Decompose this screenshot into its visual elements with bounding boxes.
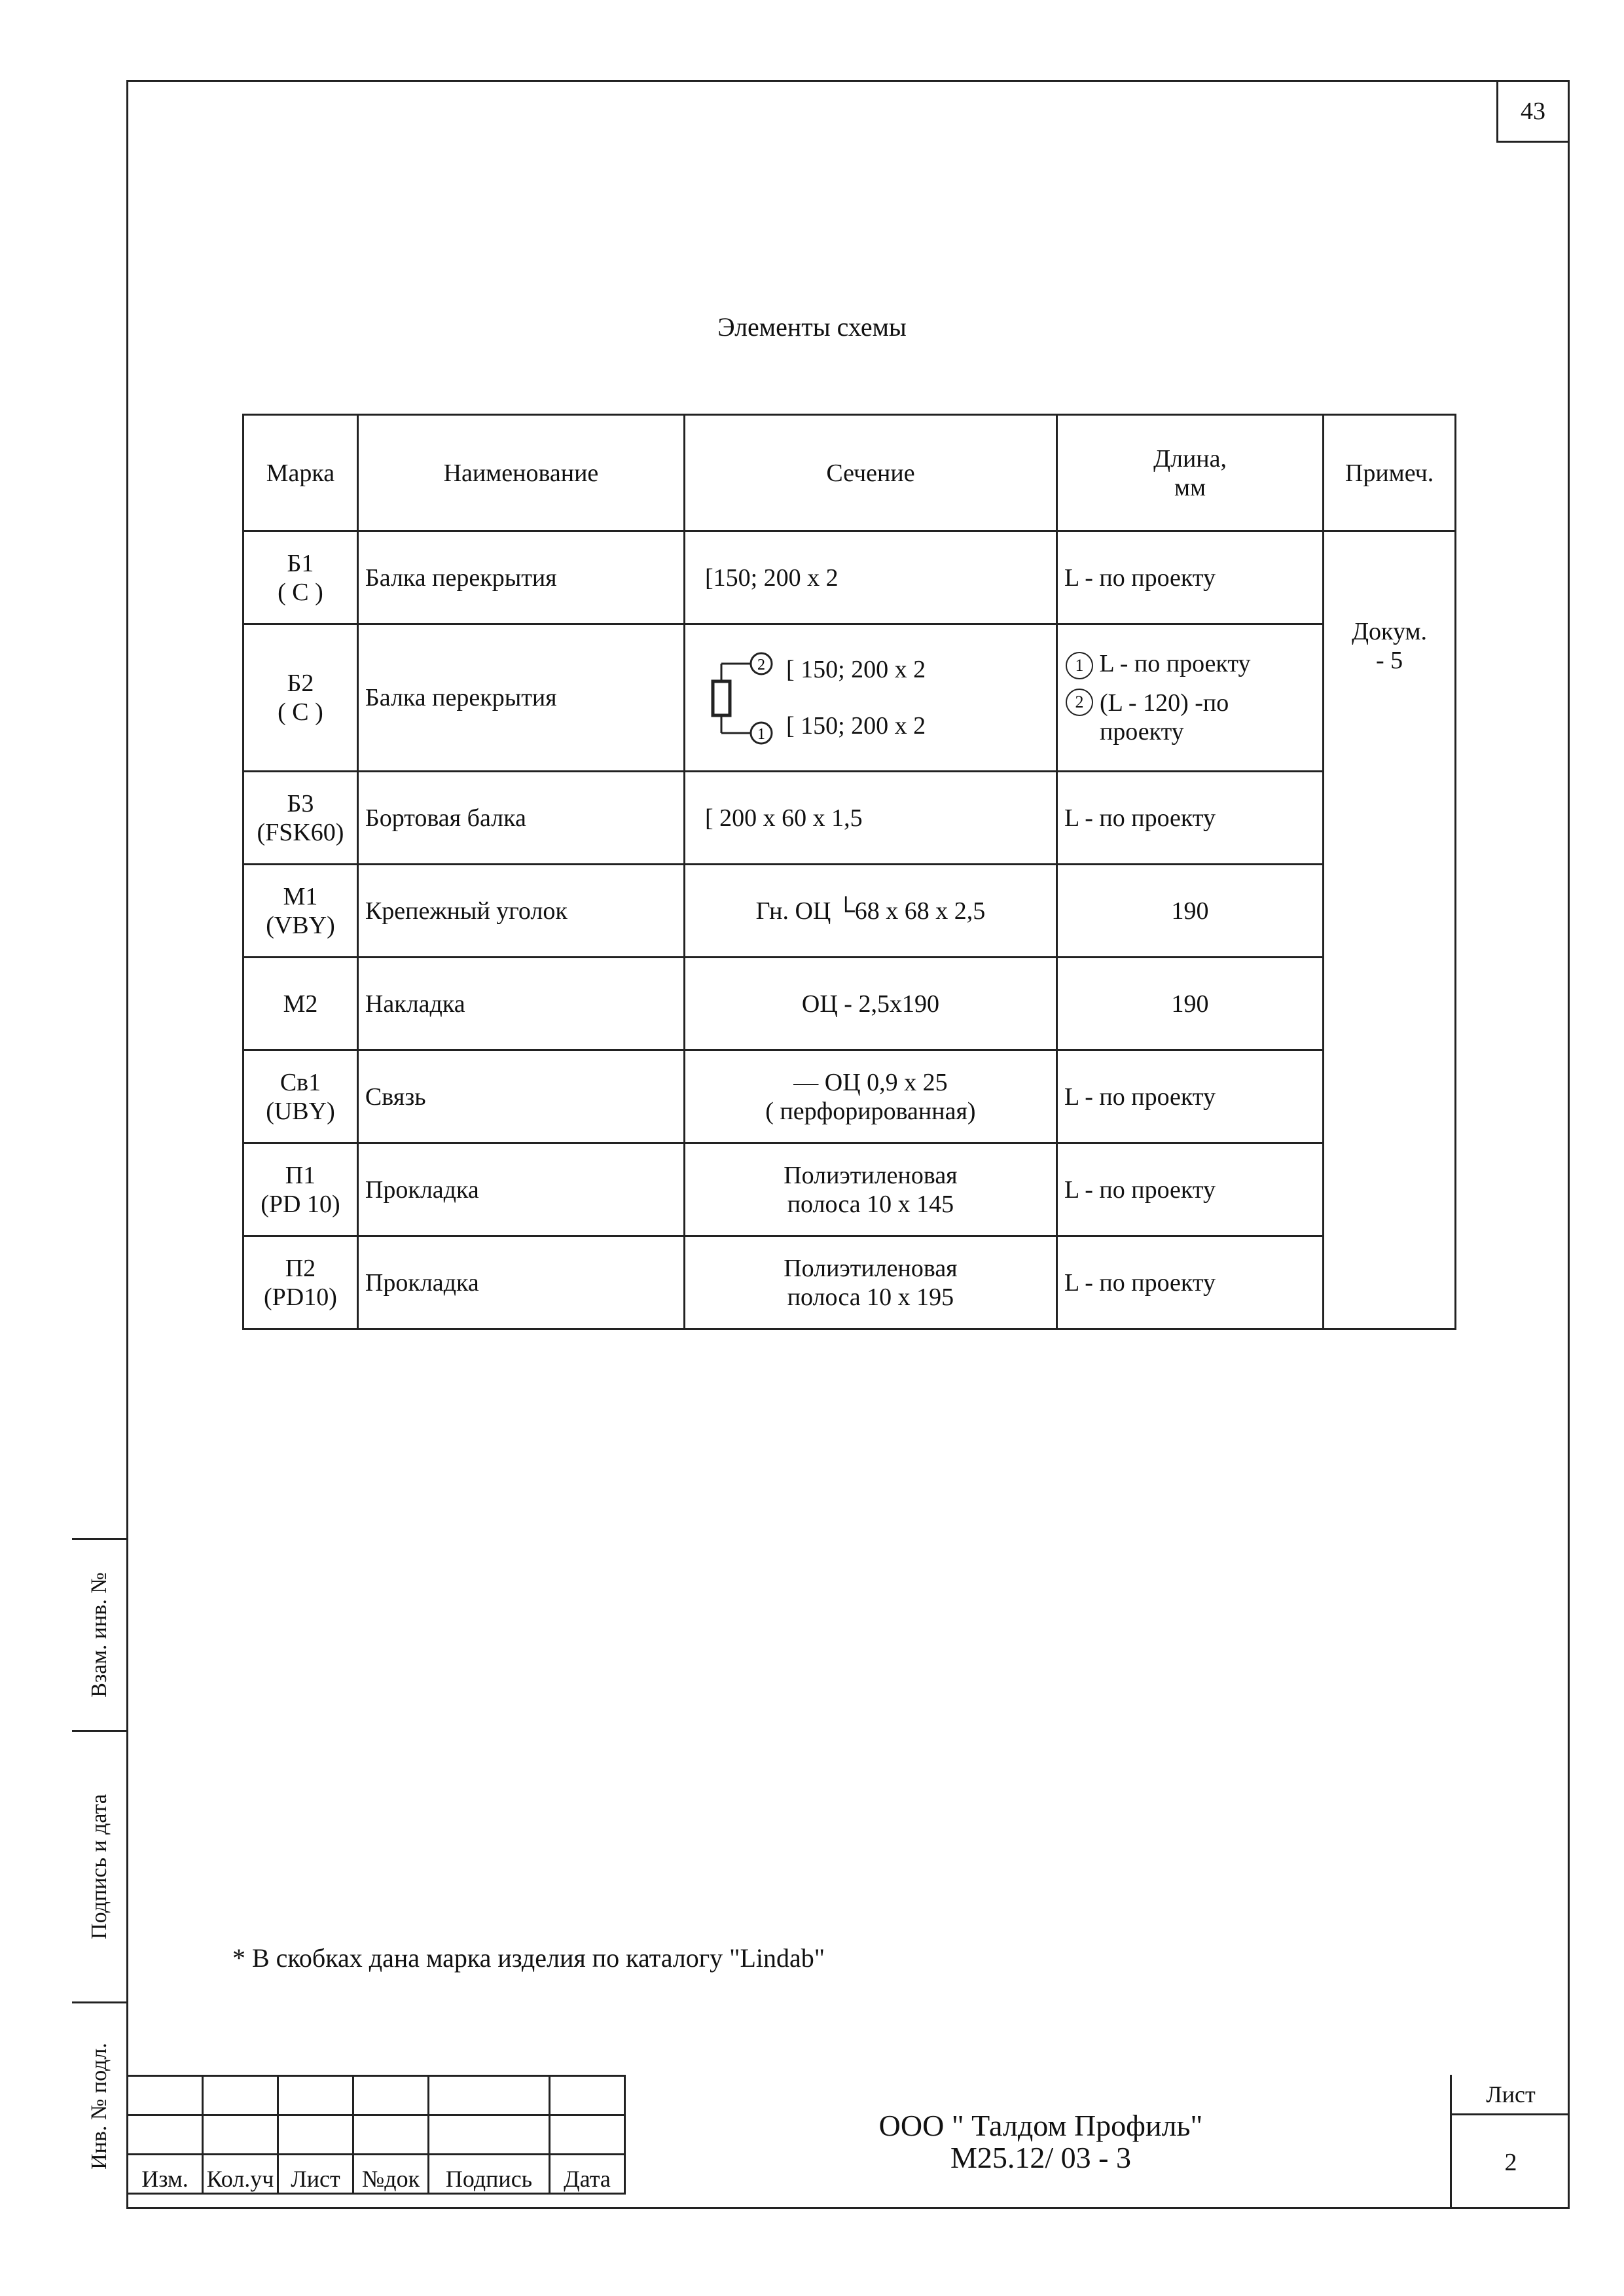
- cell-mark: М1 (VBY): [244, 865, 358, 958]
- cell-name: Прокладка: [357, 1236, 684, 1329]
- cell-mark: П2 (PD10): [244, 1236, 358, 1329]
- cell-name: Накладка: [357, 958, 684, 1050]
- cell-name: Крепежный уголок: [357, 865, 684, 958]
- side-stamp: [72, 1538, 126, 2209]
- title-block-company: [632, 2075, 1450, 2209]
- cell-name: Балка перекрытия: [357, 531, 684, 624]
- sidebar-vzam: [72, 1538, 126, 1730]
- cell-mark: Б2 ( С ): [244, 624, 358, 772]
- tb-label-list: Лист: [278, 2155, 353, 2194]
- tb-label-izm: Изм.: [128, 2155, 203, 2194]
- page-number: 43: [1496, 80, 1570, 143]
- cell-mark: М2: [244, 958, 358, 1050]
- title-block-sheet: [1450, 2075, 1570, 2209]
- cell-section: Гн. ОЦ └68 x 68 x 2,5: [684, 865, 1056, 958]
- length-1: L - по проекту: [1099, 649, 1251, 677]
- marker-1: 1: [757, 726, 765, 743]
- cell-length: L - по проекту: [1056, 1050, 1323, 1143]
- cell-length: 190: [1056, 958, 1323, 1050]
- sidebar-vzam-label: Взам. инв. №: [86, 1572, 111, 1698]
- elements-table: [242, 414, 1456, 1330]
- composite-beam-diagram-icon: [705, 645, 777, 750]
- tb-label-data: Дата: [550, 2155, 625, 2194]
- sheet-label: Лист: [1452, 2075, 1570, 2115]
- section-bottom: [ 150; 200 x 2: [785, 712, 926, 740]
- cell-name: Бортовая балка: [357, 772, 684, 865]
- cell-section: [150; 200 x 2: [684, 531, 1056, 624]
- cell-section: Полиэтиленовая полоса 10 x 195: [684, 1236, 1056, 1329]
- cell-note-merged: Докум. - 5: [1324, 531, 1456, 1329]
- page-title: Элементы схемы: [717, 312, 907, 342]
- cell-section: Полиэтиленовая полоса 10 x 145: [684, 1143, 1056, 1236]
- marker-2: 2: [1066, 689, 1093, 716]
- cell-mark: Б1 ( С ): [244, 531, 358, 624]
- table-row: [244, 531, 1456, 624]
- tb-label-podpis: Подпись: [429, 2155, 550, 2194]
- cell-name: Прокладка: [357, 1143, 684, 1236]
- table-row: [244, 1236, 1456, 1329]
- cell-section: [ 200 x 60 x 1,5: [684, 772, 1056, 865]
- cell-mark: П1 (PD 10): [244, 1143, 358, 1236]
- cell-length: L - по проекту: [1056, 772, 1323, 865]
- header-mark: Марка: [244, 415, 358, 531]
- header-section: Сечение: [684, 415, 1056, 531]
- cell-length: 190: [1056, 865, 1323, 958]
- table-row: [244, 1143, 1456, 1236]
- header-name: Наименование: [357, 415, 684, 531]
- cell-mark: Б3 (FSK60): [244, 772, 358, 865]
- company-name: ООО " Талдом Профиль": [878, 2109, 1203, 2143]
- cell-length: L - по проекту: [1056, 1236, 1323, 1329]
- sheet-number: 2: [1504, 2148, 1517, 2176]
- sidebar-inv-label: Инв. № подл.: [86, 2043, 111, 2170]
- table-row: [244, 772, 1456, 865]
- cell-name: Связь: [357, 1050, 684, 1143]
- header-length: Длина, мм: [1056, 415, 1323, 531]
- tb-label-kolych: Кол.уч: [203, 2155, 278, 2194]
- table-row: [244, 865, 1456, 958]
- title-block-grid: [126, 2075, 626, 2195]
- cell-section-composite: [684, 624, 1056, 772]
- sidebar-podpis: [72, 1730, 126, 2001]
- cell-name: Балка перекрытия: [357, 624, 684, 772]
- document-code: М25.12/ 03 - 3: [950, 2140, 1131, 2174]
- table-row: [244, 624, 1456, 772]
- section-top: [ 150; 200 x 2: [785, 656, 926, 683]
- cell-length-composite: [1056, 624, 1323, 772]
- cell-section: ОЦ - 2,5x190: [684, 958, 1056, 1050]
- cell-section: — ОЦ 0,9 x 25 ( перфорированная): [684, 1050, 1056, 1143]
- marker-1: 1: [1066, 652, 1093, 679]
- table-row: [244, 1050, 1456, 1143]
- table-row: [244, 958, 1456, 1050]
- marker-2: 2: [757, 656, 765, 673]
- sidebar-inv: [72, 2001, 126, 2209]
- footnote: * В скобках дана марка изделия по каталогу "Lindab": [232, 1943, 825, 1973]
- table-header-row: [244, 415, 1456, 531]
- header-note: Примеч.: [1324, 415, 1456, 531]
- sidebar-podpis-label: Подпись и дата: [86, 1794, 111, 1939]
- cell-length: L - по проекту: [1056, 531, 1323, 624]
- cell-length: L - по проекту: [1056, 1143, 1323, 1236]
- length-2: (L - 120) -по проекту: [1099, 689, 1229, 746]
- cell-mark: Св1 (UBY): [244, 1050, 358, 1143]
- tb-label-ndok: №док: [353, 2155, 429, 2194]
